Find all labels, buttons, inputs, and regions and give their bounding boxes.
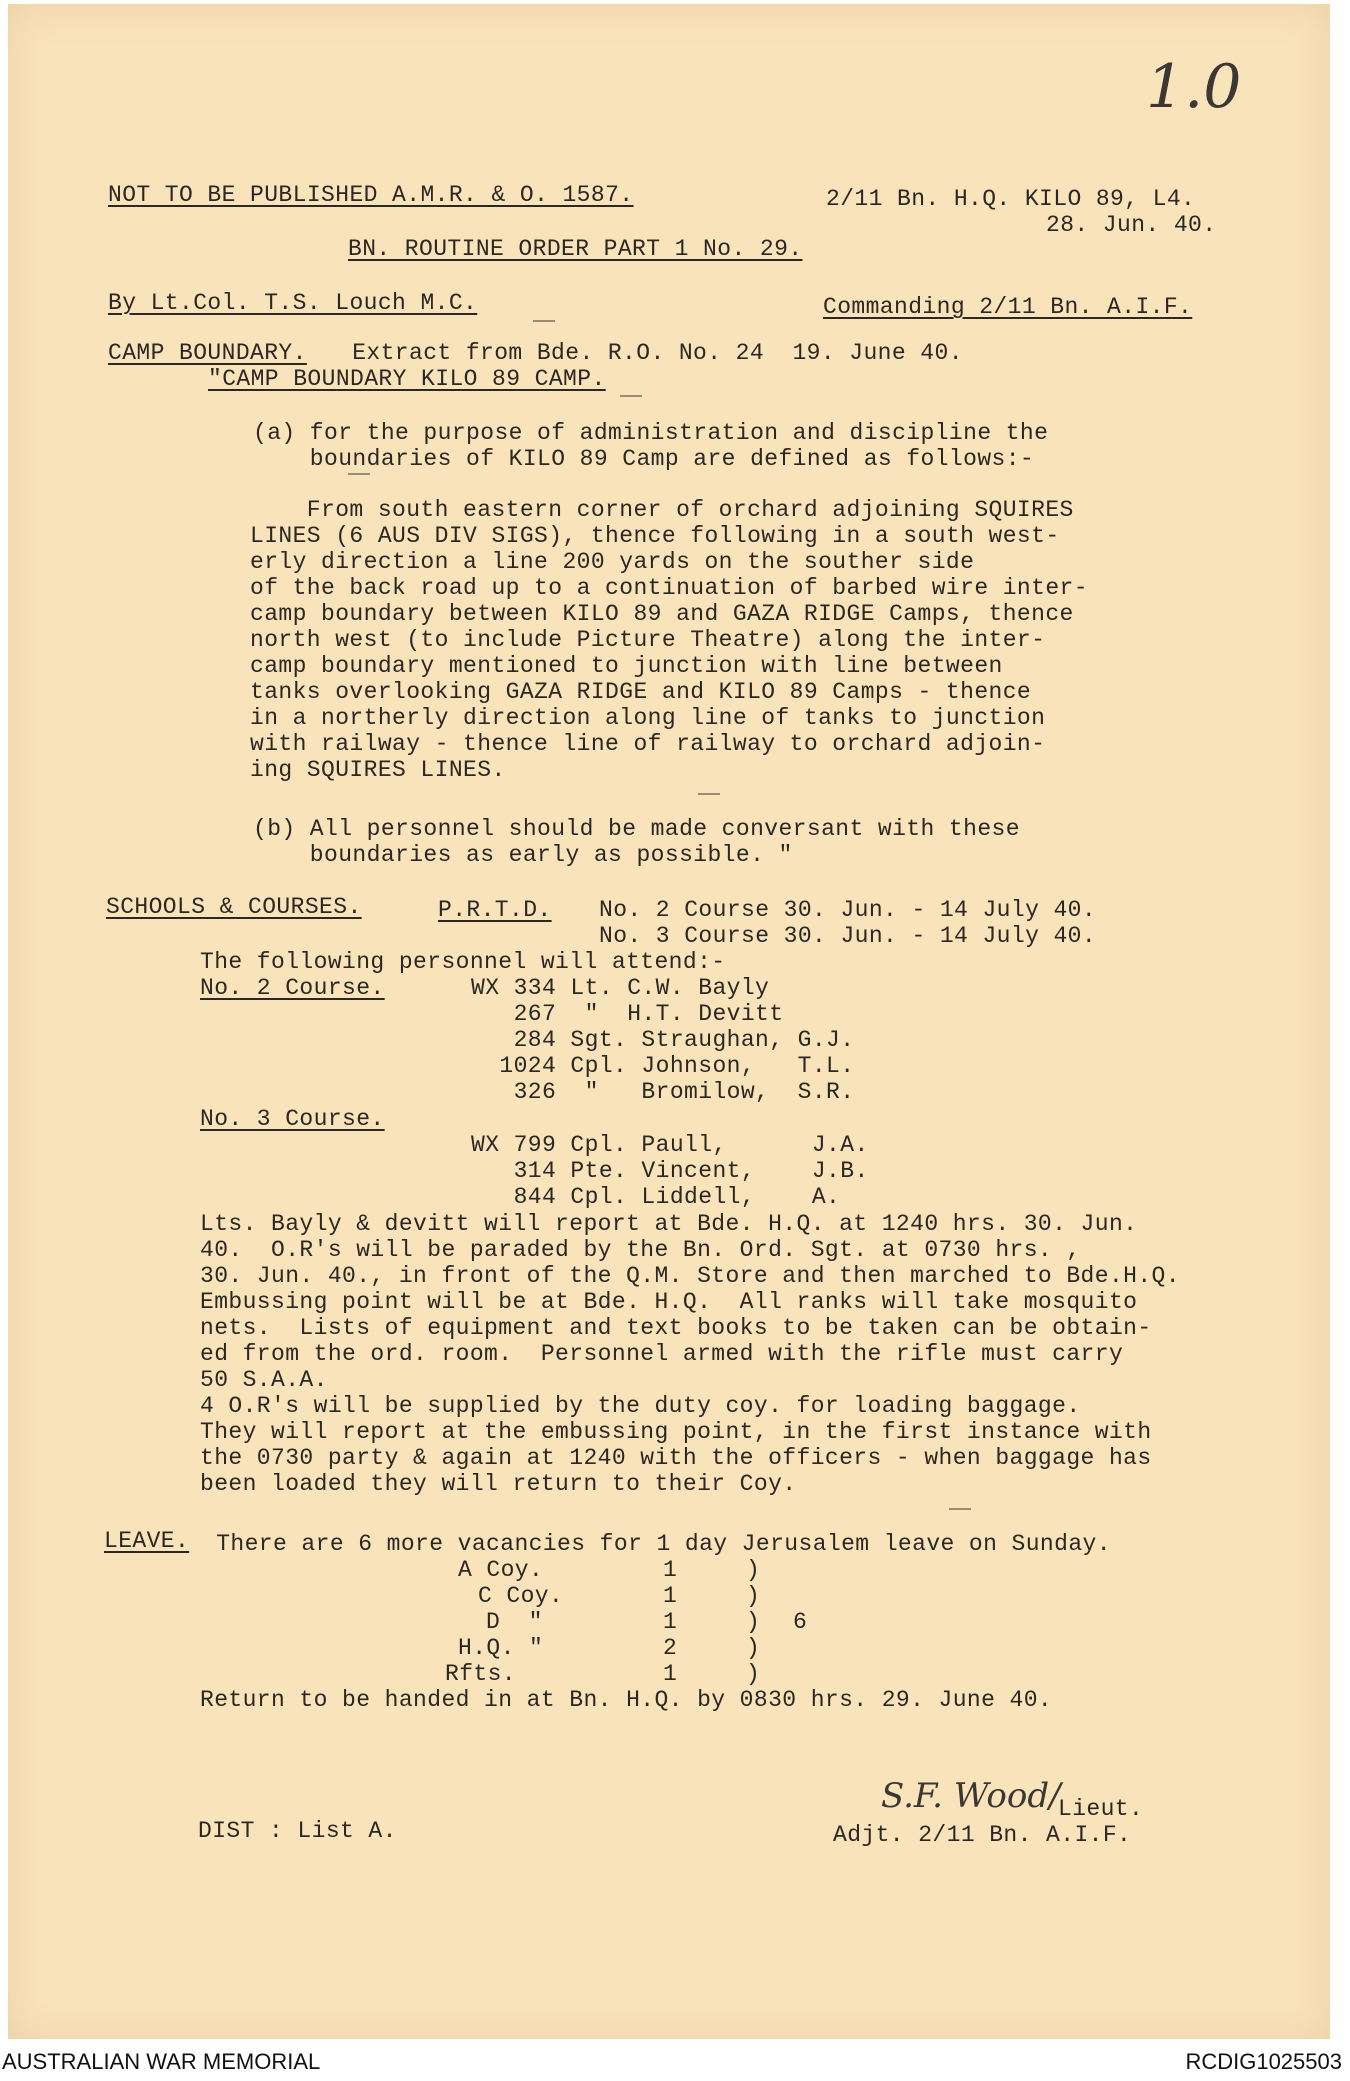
- hq-location: 2/11 Bn. H.Q. KILO 89, L4.: [826, 186, 1196, 212]
- pen-mark: [698, 793, 720, 795]
- attendance-intro: The following personnel will attend:-: [200, 949, 726, 975]
- leave-unit: D ": [486, 1609, 543, 1635]
- footer-source: AUSTRALIAN WAR MEMORIAL: [2, 2049, 321, 2074]
- no-3-course-label: No. 3 Course.: [200, 1106, 385, 1132]
- commanding: Commanding 2/11 Bn. A.I.F.: [823, 294, 1193, 320]
- instruction-line: Lts. Bayly & devitt will report at Bde. H.Q. at 1240 hrs. 30. Jun.: [200, 1211, 1138, 1237]
- boundary-description: [250, 497, 1088, 783]
- leave-text: There are 6 more vacancies for 1 day Jerusalem leave on Sunday.: [202, 1531, 1111, 1557]
- signatory-title: Adjt. 2/11 Bn. A.I.F.: [833, 1822, 1132, 1848]
- signature: S.F. Wood/: [881, 1776, 1061, 1816]
- course-instructions: [200, 1211, 1180, 1497]
- personnel-row: 1024 Cpl. Johnson, T.L.: [471, 1053, 855, 1079]
- camp-boundary-heading: CAMP BOUNDARY.: [108, 340, 307, 366]
- boundary-line: with railway - thence line of railway to orchard adjoin-: [250, 731, 1046, 757]
- course-2-dates: No. 2 Course 30. Jun. - 14 July 40.: [599, 897, 1097, 923]
- pen-mark: [949, 1508, 971, 1510]
- leave-count: 1: [663, 1557, 678, 1583]
- personnel-row: WX 799 Cpl. Paull, J.A.: [471, 1132, 869, 1158]
- instruction-line: 30. Jun. 40., in front of the Q.M. Store and then marched to Bde.H.Q.: [200, 1263, 1180, 1289]
- prtd-label: P.R.T.D.: [438, 897, 552, 923]
- camp-boundary-extract: Extract from Bde. R.O. No. 24 19. June 40.: [338, 340, 963, 366]
- no-3-course-list: [471, 1132, 869, 1210]
- leave-unit: H.Q. ": [458, 1635, 544, 1661]
- instruction-line: 4 O.R's will be supplied by the duty coy. for loading baggage.: [200, 1393, 1081, 1419]
- leave-unit: C Coy.: [478, 1583, 564, 1609]
- personnel-row: 326 " Bromilow, S.R.: [471, 1079, 855, 1105]
- leave-brace: ): [746, 1583, 761, 1609]
- instruction-line: 40. O.R's will be paraded by the Bn. Ord. Sgt. at 0730 hrs. ,: [200, 1237, 1081, 1263]
- boundary-line: camp boundary mentioned to junction with line between: [250, 653, 1003, 679]
- para-a: [253, 420, 1048, 472]
- footer-id: RCDIG1025503: [1185, 2049, 1342, 2074]
- camp-boundary-quote-title: "CAMP BOUNDARY KILO 89 CAMP.: [208, 366, 606, 392]
- boundary-line: LINES (6 AUS DIV SIGS), thence following in a south west-: [250, 523, 1060, 549]
- boundary-line: ing SQUIRES LINES.: [250, 757, 506, 783]
- instruction-line: been loaded they will return to their Coy.: [200, 1471, 797, 1497]
- leave-unit: A Coy.: [458, 1557, 544, 1583]
- pen-mark: [620, 395, 642, 397]
- instruction-line: ed from the ord. room. Personnel armed with the rifle must carry: [200, 1341, 1124, 1367]
- leave-count: 2: [663, 1635, 678, 1661]
- handwritten-number: 1.0: [1146, 52, 1242, 122]
- leave-brace: ): [746, 1557, 761, 1583]
- no-2-course-label: No. 2 Course.: [200, 975, 385, 1001]
- distribution: DIST : List A.: [198, 1818, 397, 1844]
- personnel-row: 267 " H.T. Devitt: [471, 1001, 784, 1027]
- boundary-line: From south eastern corner of orchard adjoining SQUIRES: [250, 497, 1074, 523]
- leave-brace: ): [746, 1661, 761, 1687]
- no-2-course-list: [471, 975, 854, 1105]
- para-b-line: boundaries as early as possible. ": [253, 842, 793, 868]
- instruction-line: nets. Lists of equipment and text books to be taken can be obtain-: [200, 1315, 1152, 1341]
- pen-mark: [348, 473, 370, 475]
- leave-count: 1: [663, 1583, 678, 1609]
- instruction-line: Embussing point will be at Bde. H.Q. All ranks will take mosquito: [200, 1289, 1138, 1315]
- issued-by: By Lt.Col. T.S. Louch M.C.: [108, 290, 478, 316]
- leave-count: 1: [663, 1609, 678, 1635]
- boundary-line: erly direction a line 200 yards on the souther side: [250, 549, 975, 575]
- instruction-line: 50 S.A.A.: [200, 1367, 328, 1393]
- leave-unit: Rfts.: [445, 1661, 517, 1687]
- leave-count: 1: [663, 1661, 678, 1687]
- leave-total: 6: [793, 1609, 808, 1635]
- instruction-line: They will report at the embussing point, in the first instance with: [200, 1419, 1152, 1445]
- para-a-line: (a) for the purpose of administration and discipline the: [253, 420, 1049, 446]
- boundary-line: of the back road up to a continuation of barbed wire inter-: [250, 575, 1088, 601]
- leave-return-note: Return to be handed in at Bn. H.Q. by 0830 hrs. 29. June 40.: [200, 1687, 1053, 1713]
- leave-brace: ): [746, 1609, 761, 1635]
- course-3-dates: No. 3 Course 30. Jun. - 14 July 40.: [599, 923, 1097, 949]
- order-title: BN. ROUTINE ORDER PART 1 No. 29.: [348, 236, 803, 262]
- para-a-line: boundaries of KILO 89 Camp are defined as follows:-: [253, 446, 1035, 472]
- boundary-line: camp boundary between KILO 89 and GAZA RIDGE Camps, thence: [250, 601, 1074, 627]
- instruction-line: the 0730 party & again at 1240 with the officers - when baggage has: [200, 1445, 1152, 1471]
- order-date: 28. Jun. 40.: [1046, 212, 1217, 238]
- boundary-line: in a northerly direction along line of tanks to junction: [250, 705, 1046, 731]
- para-b: [253, 816, 1020, 868]
- personnel-row: WX 334 Lt. C.W. Bayly: [471, 975, 770, 1001]
- para-b-line: (b) All personnel should be made conversant with these: [253, 816, 1020, 842]
- document-page: [8, 4, 1330, 2039]
- schools-heading: SCHOOLS & COURSES.: [106, 894, 362, 920]
- personnel-row: 844 Cpl. Liddell, A.: [471, 1184, 841, 1210]
- signatory-rank: Lieut.: [1058, 1796, 1144, 1822]
- leave-brace: ): [746, 1635, 761, 1661]
- boundary-line: north west (to include Picture Theatre) along the inter-: [250, 627, 1046, 653]
- boundary-line: tanks overlooking GAZA RIDGE and KILO 89 Camps - thence: [250, 679, 1032, 705]
- archive-footer: [0, 2039, 1350, 2081]
- publication-restriction: NOT TO BE PUBLISHED A.M.R. & O. 1587.: [108, 182, 634, 208]
- personnel-row: 314 Pte. Vincent, J.B.: [471, 1158, 869, 1184]
- leave-heading: LEAVE.: [104, 1528, 190, 1554]
- pen-mark: [533, 320, 555, 322]
- personnel-row: 284 Sgt. Straughan, G.J.: [471, 1027, 855, 1053]
